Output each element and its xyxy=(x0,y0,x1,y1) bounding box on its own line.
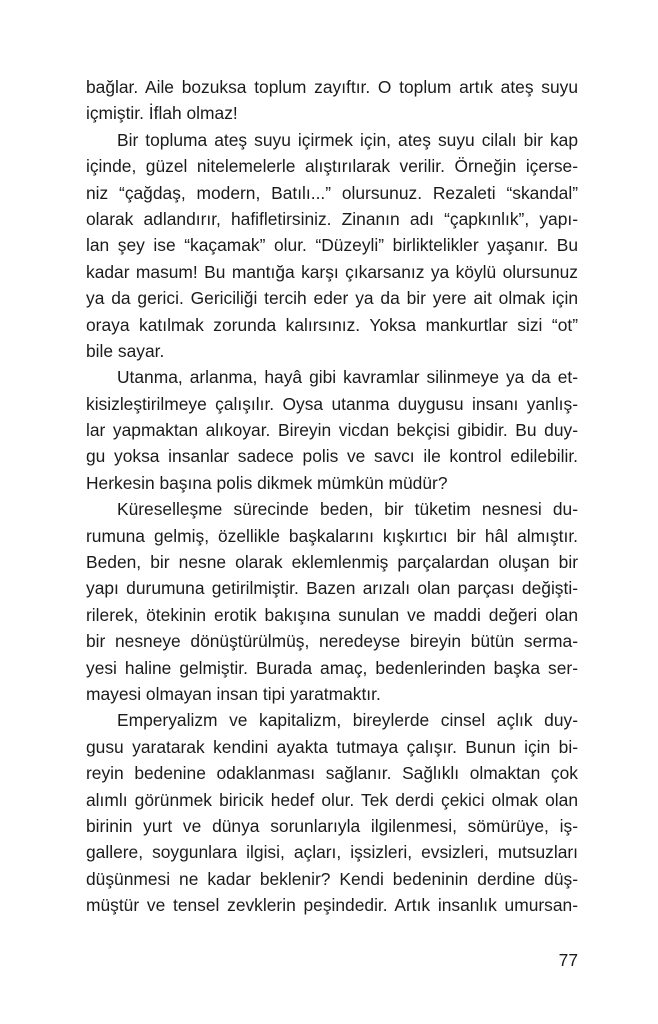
text-line: Herkesin başına polis dikmek mümkün müdür? xyxy=(86,472,448,493)
text-line: birinin yurt ve dünya sorunlarıyla ilgilenmesi, sömürüye, iş- xyxy=(86,815,578,836)
text-line: bir nesneye dönüştürülmüş, neredeyse bireyin bütün serma- xyxy=(86,631,578,652)
text-line: lar yapmaktan alıkoyar. Bireyin vicdan bekçisi gibidir. Bu duy- xyxy=(86,420,578,441)
text-line: içmiştir. İflah olmaz! xyxy=(86,103,238,124)
text-line: oraya katılmak zorunda kalırsınız. Yoksa mankurtlar sizi “ot” xyxy=(86,314,578,335)
text-line: rilerek, ötekinin erotik bakışına sunulan ve maddi değeri olan xyxy=(86,604,578,625)
text-line: mayesi olmayan insan tipi yaratmaktır. xyxy=(86,683,381,704)
text-line: Beden, bir nesne olarak eklemlenmiş parçalardan oluşan bir xyxy=(86,552,578,573)
text-line: rumuna gelmiş, özellikle başkalarını kışkırtıcı bir hâl almıştır. xyxy=(86,525,578,546)
text-line: müştür ve tensel zevklerin peşindedir. Artık insanlık umursan- xyxy=(86,895,578,916)
text-line: kadar masum! Bu mantığa karşı çıkarsanız ya köylü olursunuz xyxy=(86,261,578,282)
text-line: yesi haline gelmiştir. Burada amaç, bedenlerinden başka ser- xyxy=(86,657,578,678)
text-line: bağlar. Aile bozuksa toplum zayıftır. O toplum artık ateş suyu xyxy=(86,77,578,97)
text-line: gusu yaratarak kendini ayakta tutmaya çalışır. Bunun için bi- xyxy=(86,736,578,757)
text-line: lan şey ise “kaçamak” olur. “Düzeyli” birliktelikler yaşanır. Bu xyxy=(86,235,578,256)
text-line: alımlı görünmek biricik hedef olur. Tek derdi çekici olmak olan xyxy=(86,789,578,810)
text-line: bile sayar. xyxy=(86,340,165,361)
paragraph xyxy=(86,707,578,918)
text-line: gu yoksa insanlar sadece polis ve savcı ile kontrol edilebilir. xyxy=(86,446,578,467)
page-number: 77 xyxy=(558,950,578,970)
text-line: niz “çağdaş, modern, Batılı...” olursunuz. Rezaleti “skandal” xyxy=(86,182,578,203)
text-line: kisizleştirilmeye çalışılır. Oysa utanma duygusu insanı yanlış- xyxy=(86,393,578,414)
paragraph xyxy=(86,74,578,127)
text-line: içinde, güzel nitelemelerle alıştırılarak verilir. Örneğin içerse- xyxy=(86,156,578,177)
paragraph xyxy=(86,127,578,365)
text-line: ya da gerici. Gericiliği tercih eder ya da bir yere ait olmak için xyxy=(86,288,578,309)
text-line: Emperyalizm ve kapitalizm, bireylerde cinsel açlık duy- xyxy=(117,710,578,731)
text-line: Küreselleşme sürecinde beden, bir tüketim nesnesi du- xyxy=(117,499,578,520)
text-line: düşünmesi ne kadar beklenir? Kendi bedeninin derdine düş- xyxy=(86,868,578,889)
paragraph xyxy=(86,496,578,707)
page-body xyxy=(86,74,578,919)
text-line: reyin bedenine odaklanması sağlanır. Sağlıklı olmaktan çok xyxy=(86,763,578,784)
paragraph xyxy=(86,364,578,496)
text-line: Utanma, arlanma, hayâ gibi kavramlar silinmeye ya da et- xyxy=(117,367,578,388)
text-line: gallere, soygunlara ilgisi, açları, işsizleri, evsizleri, mutsuzları xyxy=(86,842,578,863)
text-line: Bir topluma ateş suyu içirmek için, ateş suyu cilalı bir kap xyxy=(117,129,578,150)
text-line: yapı durumuna getirilmiştir. Bazen arızalı olan parçası değişti- xyxy=(86,578,578,599)
text-line: olarak adlandırır, hafifletirsiniz. Zinanın adı “çapkınlık”, yapı- xyxy=(86,208,578,229)
